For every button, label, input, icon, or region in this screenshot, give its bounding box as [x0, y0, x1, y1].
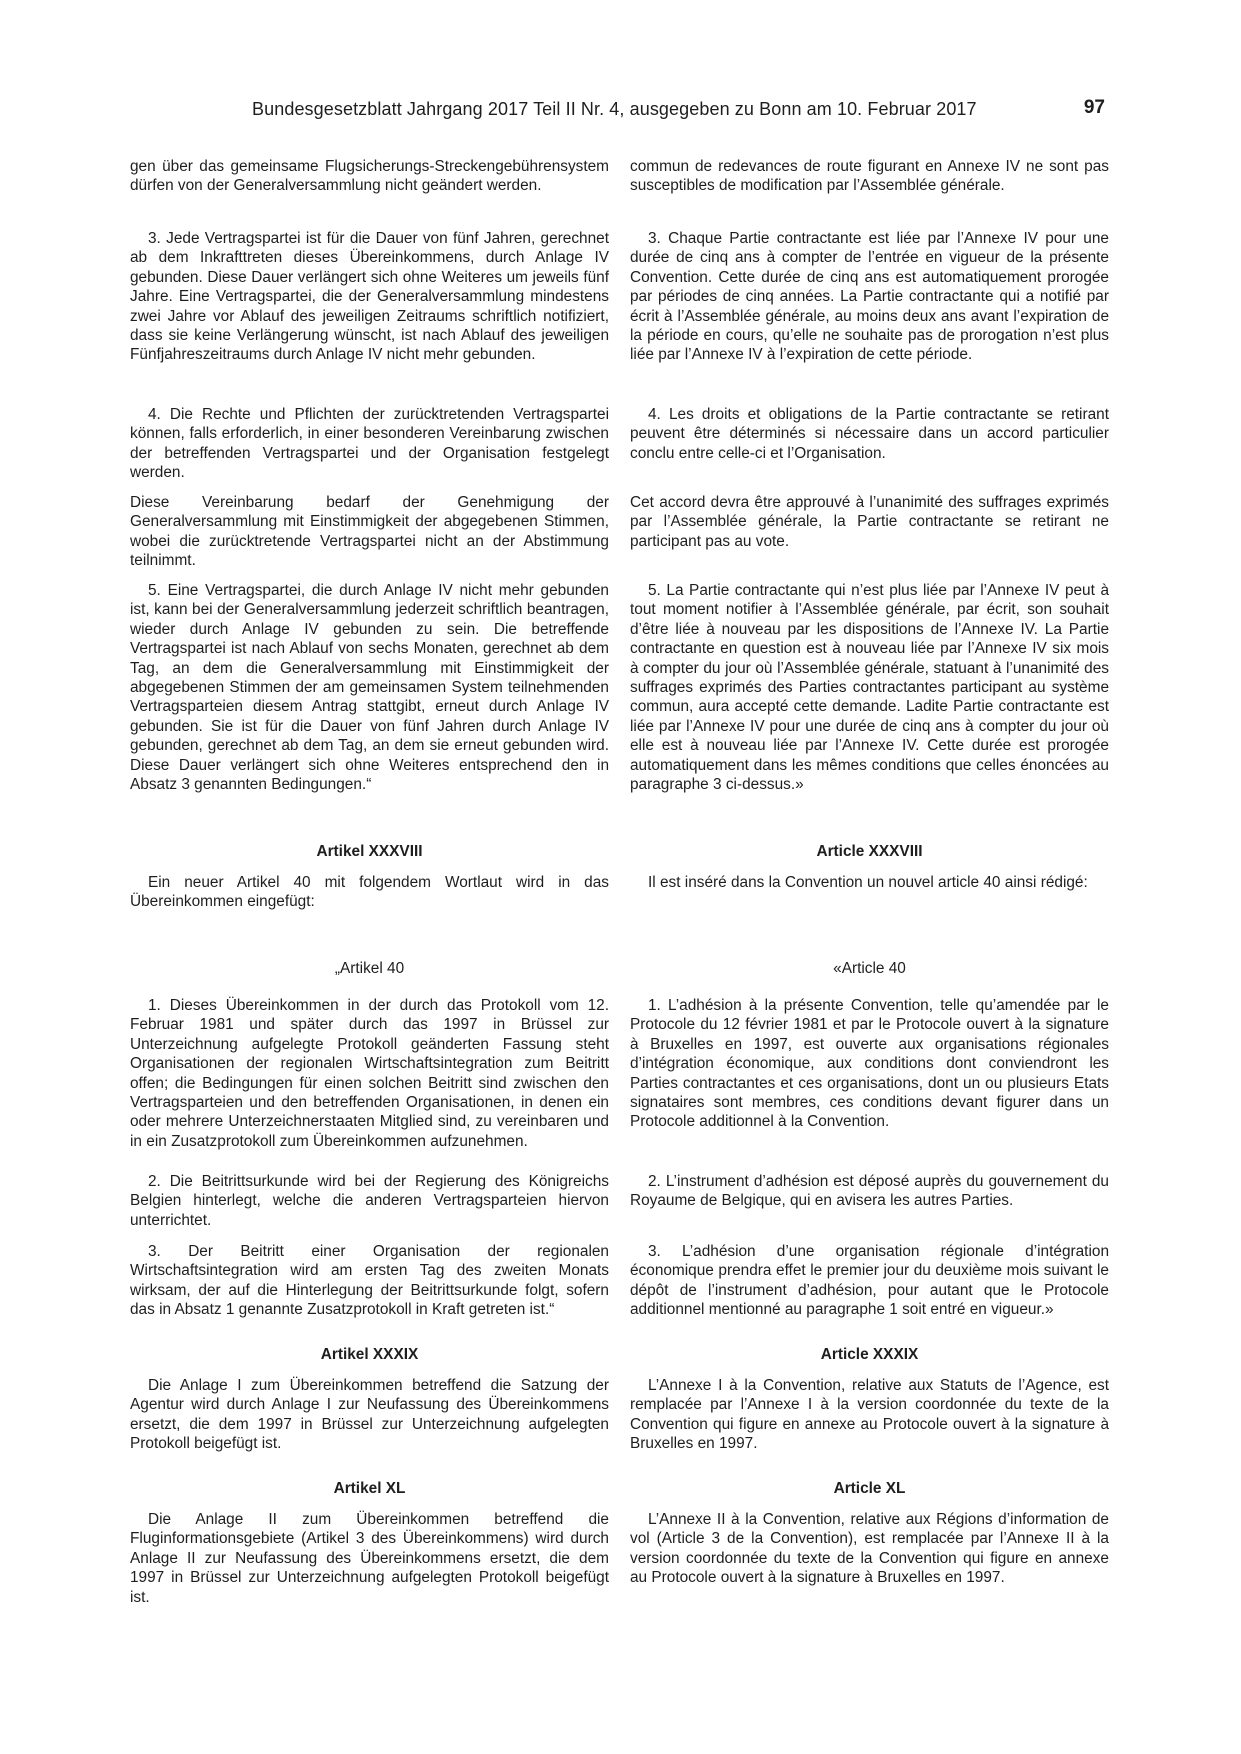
- german-article-40-paragraph-1: 1. Dieses Übereinkommen in der durch das Protokoll vom 12. Februar 1981 und später durch das 1997 in Brüssel zur Unterzeichnung aufgelegte Protokoll geänderten Fassung steht Organisationen der regionalen Wirtschaftsintegration zum Beitritt offen; die Bedingungen für einen solchen Beitritt sind zwischen den Vertragsparteien und den betreffenden Organisationen, in denen ein oder mehrere Unterzeichnerstaaten Mitglied sind, zu vereinbaren und in ein Zusatzprotokoll zum Übereinkommen aufzunehmen.: [130, 997, 609, 1150]
- german-article-38-heading: Artikel XXXVIII: [316, 843, 423, 860]
- french-article-40-heading: «Article 40: [833, 960, 906, 977]
- french-paragraph-3: 3. Chaque Partie contractante est liée par l’Annexe IV pour une durée de cinq ans à compter de l’entrée en vigueur de la présente Convention. Cette durée de cinq ans est automatiquement prorogée par périodes de cinq années. La Partie contractante qui a notifié par écrit à l’Assemblée générale, au moins deux ans avant l’expiration de la période en cours, qu’elle ne souhaite pas de prorogation n’est plus liée par l’Annexe IV à l’expiration de cette période.: [630, 230, 1109, 364]
- page-number: 97: [1083, 97, 1105, 118]
- french-article-xl-text: L’Annexe II à la Convention, relative aux Régions d’information de vol (Article 3 de la Convention), est remplacée par l’Annexe II à la version coordonnée du texte de la Convention qui figure en annexe au Protocole ouvert à la signature à Bruxelles en 1997.: [630, 1511, 1109, 1587]
- german-article-xl-heading: Artikel XL: [333, 1480, 406, 1497]
- french-article-38-heading: Article XXXVIII: [816, 843, 923, 860]
- header-title: Bundesgesetzblatt Jahrgang 2017 Teil II Nr. 4, ausgegeben zu Bonn am 10. Februar 2017: [252, 99, 977, 119]
- german-article-40-paragraph-2: 2. Die Beitrittsurkunde wird bei der Regierung des Königreichs Belgien hinterlegt, welche die anderen Vertragsparteien hiervon unterrichtet.: [130, 1173, 609, 1229]
- french-paragraph-continued: commun de redevances de route figurant en Annexe IV ne sont pas susceptibles de modification par l’Assemblée générale.: [630, 158, 1109, 195]
- french-paragraph-4b: Cet accord devra être approuvé à l’unanimité des suffrages exprimés par l’Assemblée générale, la Partie contractante se retirant ne participant pas au vote.: [630, 494, 1109, 550]
- german-paragraph-4: 4. Die Rechte und Pflichten der zurücktretenden Vertragspartei können, falls erforderlich, in einer besonderen Vereinbarung zwischen der betreffenden Vertragspartei und der Organisation festgelegt werden.: [130, 406, 609, 482]
- german-article-xl-text: Die Anlage II zum Übereinkommen betreffend die Fluginformationsgebiete (Artikel 3 des Übereinkommens) wird durch Anlage II zur Neufassung des Übereinkommens ersetzt, die dem 1997 in Brüssel zur Unterzeichnung aufgelegten Protokoll beigefügt ist.: [130, 1511, 609, 1606]
- german-article-40-paragraph-3: 3. Der Beitritt einer Organisation der regionalen Wirtschaftsintegration wird am ersten Tag des zweiten Monats wirksam, der auf die Hinterlegung der Beitrittsurkunde folgt, sofern das in Absatz 1 genannte Zusatzprotokoll in Kraft getreten ist.“: [130, 1243, 609, 1319]
- french-article-40-paragraph-1: 1. L’adhésion à la présente Convention, telle qu’amendée par le Protocole du 12 février 1981 et par le Protocole ouvert à la signature à Bruxelles en 1997, est ouverte aux organisations régionales d’intégration économique, aux conditions dont conviendront les Parties contractantes et ces organisations, dont un ou plusieurs Etats signataires sont membres, ces conditions devant figurer dans un Protocole additionnel à la Convention.: [630, 997, 1109, 1131]
- french-paragraph-5: 5. La Partie contractante qui n’est plus liée par l’Annexe IV peut à tout moment notifier à l’Assemblée générale, par écrit, son souhait d’être liée à nouveau par les dispositions de l’Annexe IV. La Partie contractante en question est à nouveau liée par l’Annexe IV six mois à compter du jour où l’Assemblée générale, statuant à l’unanimité des suffrages exprimés des Parties contractantes participant au système commun, aura accepté cette demande. Ladite Partie contractante est liée par l’Annexe IV pour une durée de cinq ans à compter du jour où elle est à nouveau liée par l’Annexe IV. Cette durée est prorogée automatiquement dans les mêmes conditions que celles énoncées au paragraphe 3 ci-dessus.»: [630, 582, 1109, 794]
- french-article-38-text: Il est inséré dans la Convention un nouvel article 40 ainsi rédigé:: [648, 874, 1088, 891]
- german-article-38-text: Ein neuer Artikel 40 mit folgendem Wortlaut wird in das Übereinkommen eingefügt:: [130, 874, 609, 911]
- german-article-39-text: Die Anlage I zum Übereinkommen betreffend die Satzung der Agentur wird durch Anlage I zur Neufassung des Übereinkommens ersetzt, die dem 1997 in Brüssel zur Unterzeichnung aufgelegten Protokoll beigefügt ist.: [130, 1377, 609, 1453]
- german-paragraph-continued: gen über das gemeinsame Flugsicherungs-Streckengebührensystem dürfen von der Generalversammlung nicht geändert werden.: [130, 158, 609, 195]
- german-paragraph-4b: Diese Vereinbarung bedarf der Genehmigung der Generalversammlung mit Einstimmigkeit der abgegebenen Stimmen, wobei die zurücktretende Vertragspartei nicht an der Abstimmung teilnimmt.: [130, 494, 609, 570]
- german-article-40-heading: „Artikel 40: [334, 960, 405, 977]
- page-header: [130, 99, 1105, 125]
- german-article-39-heading: Artikel XXXIX: [320, 1346, 419, 1363]
- french-article-39-text: L’Annexe I à la Convention, relative aux Statuts de l’Agence, est remplacée par l’Annexe I à la version coordonnée du texte de la Convention qui figure en annexe au Protocole ouvert à la signature à Bruxelles en 1997.: [630, 1377, 1109, 1453]
- french-article-xl-heading: Article XL: [833, 1480, 906, 1497]
- french-paragraph-4: 4. Les droits et obligations de la Partie contractante se retirant peuvent être déterminés si nécessaire dans un accord particulier conclu entre celle-ci et l’Organisation.: [630, 406, 1109, 462]
- french-article-39-heading: Article XXXIX: [820, 1346, 919, 1363]
- german-paragraph-3: 3. Jede Vertragspartei ist für die Dauer von fünf Jahren, gerechnet ab dem Inkrafttreten dieses Übereinkommens, durch Anlage IV gebunden. Diese Dauer verlängert sich ohne Weiteres um jeweils fünf Jahre. Eine Vertragspartei, die der Generalversammlung mindestens zwei Jahre vor Ablauf des jeweiligen Zeitraums schriftlich notifiziert, dass sie keine Verlängerung wünscht, ist nach Ablauf des jeweiligen Fünfjahreszeitraums durch Anlage IV nicht mehr gebunden.: [130, 230, 609, 364]
- french-article-40-paragraph-3: 3. L’adhésion d’une organisation régionale d’intégration économique prendra effet le premier jour du deuxième mois suivant le dépôt de l’instrument d’adhésion, pour autant que le Protocole additionnel mentionné au paragraphe 1 soit entré en vigueur.»: [630, 1243, 1109, 1319]
- german-paragraph-5: 5. Eine Vertragspartei, die durch Anlage IV nicht mehr gebunden ist, kann bei der Generalversammlung jederzeit schriftlich beantragen, wieder durch Anlage IV gebunden zu sein. Die betreffende Vertragspartei ist nach Ablauf von sechs Monaten, gerechnet ab dem Tag, an dem die Generalversammlung mit Einstimmigkeit der abgegebenen Stimmen der am gemeinsamen System teilnehmenden Vertragsparteien diesem Antrag stattgibt, erneut durch Anlage IV gebunden. Sie ist für die Dauer von fünf Jahren durch Anlage IV gebunden, gerechnet ab dem Tag, an dem sie erneut gebunden wird. Diese Dauer verlängert sich ohne Weiteres entsprechend den in Absatz 3 genannten Bedingungen.“: [130, 582, 609, 794]
- french-article-40-paragraph-2: 2. L’instrument d’adhésion est déposé auprès du gouvernement du Royaume de Belgique, qui en avisera les autres Parties.: [630, 1173, 1109, 1210]
